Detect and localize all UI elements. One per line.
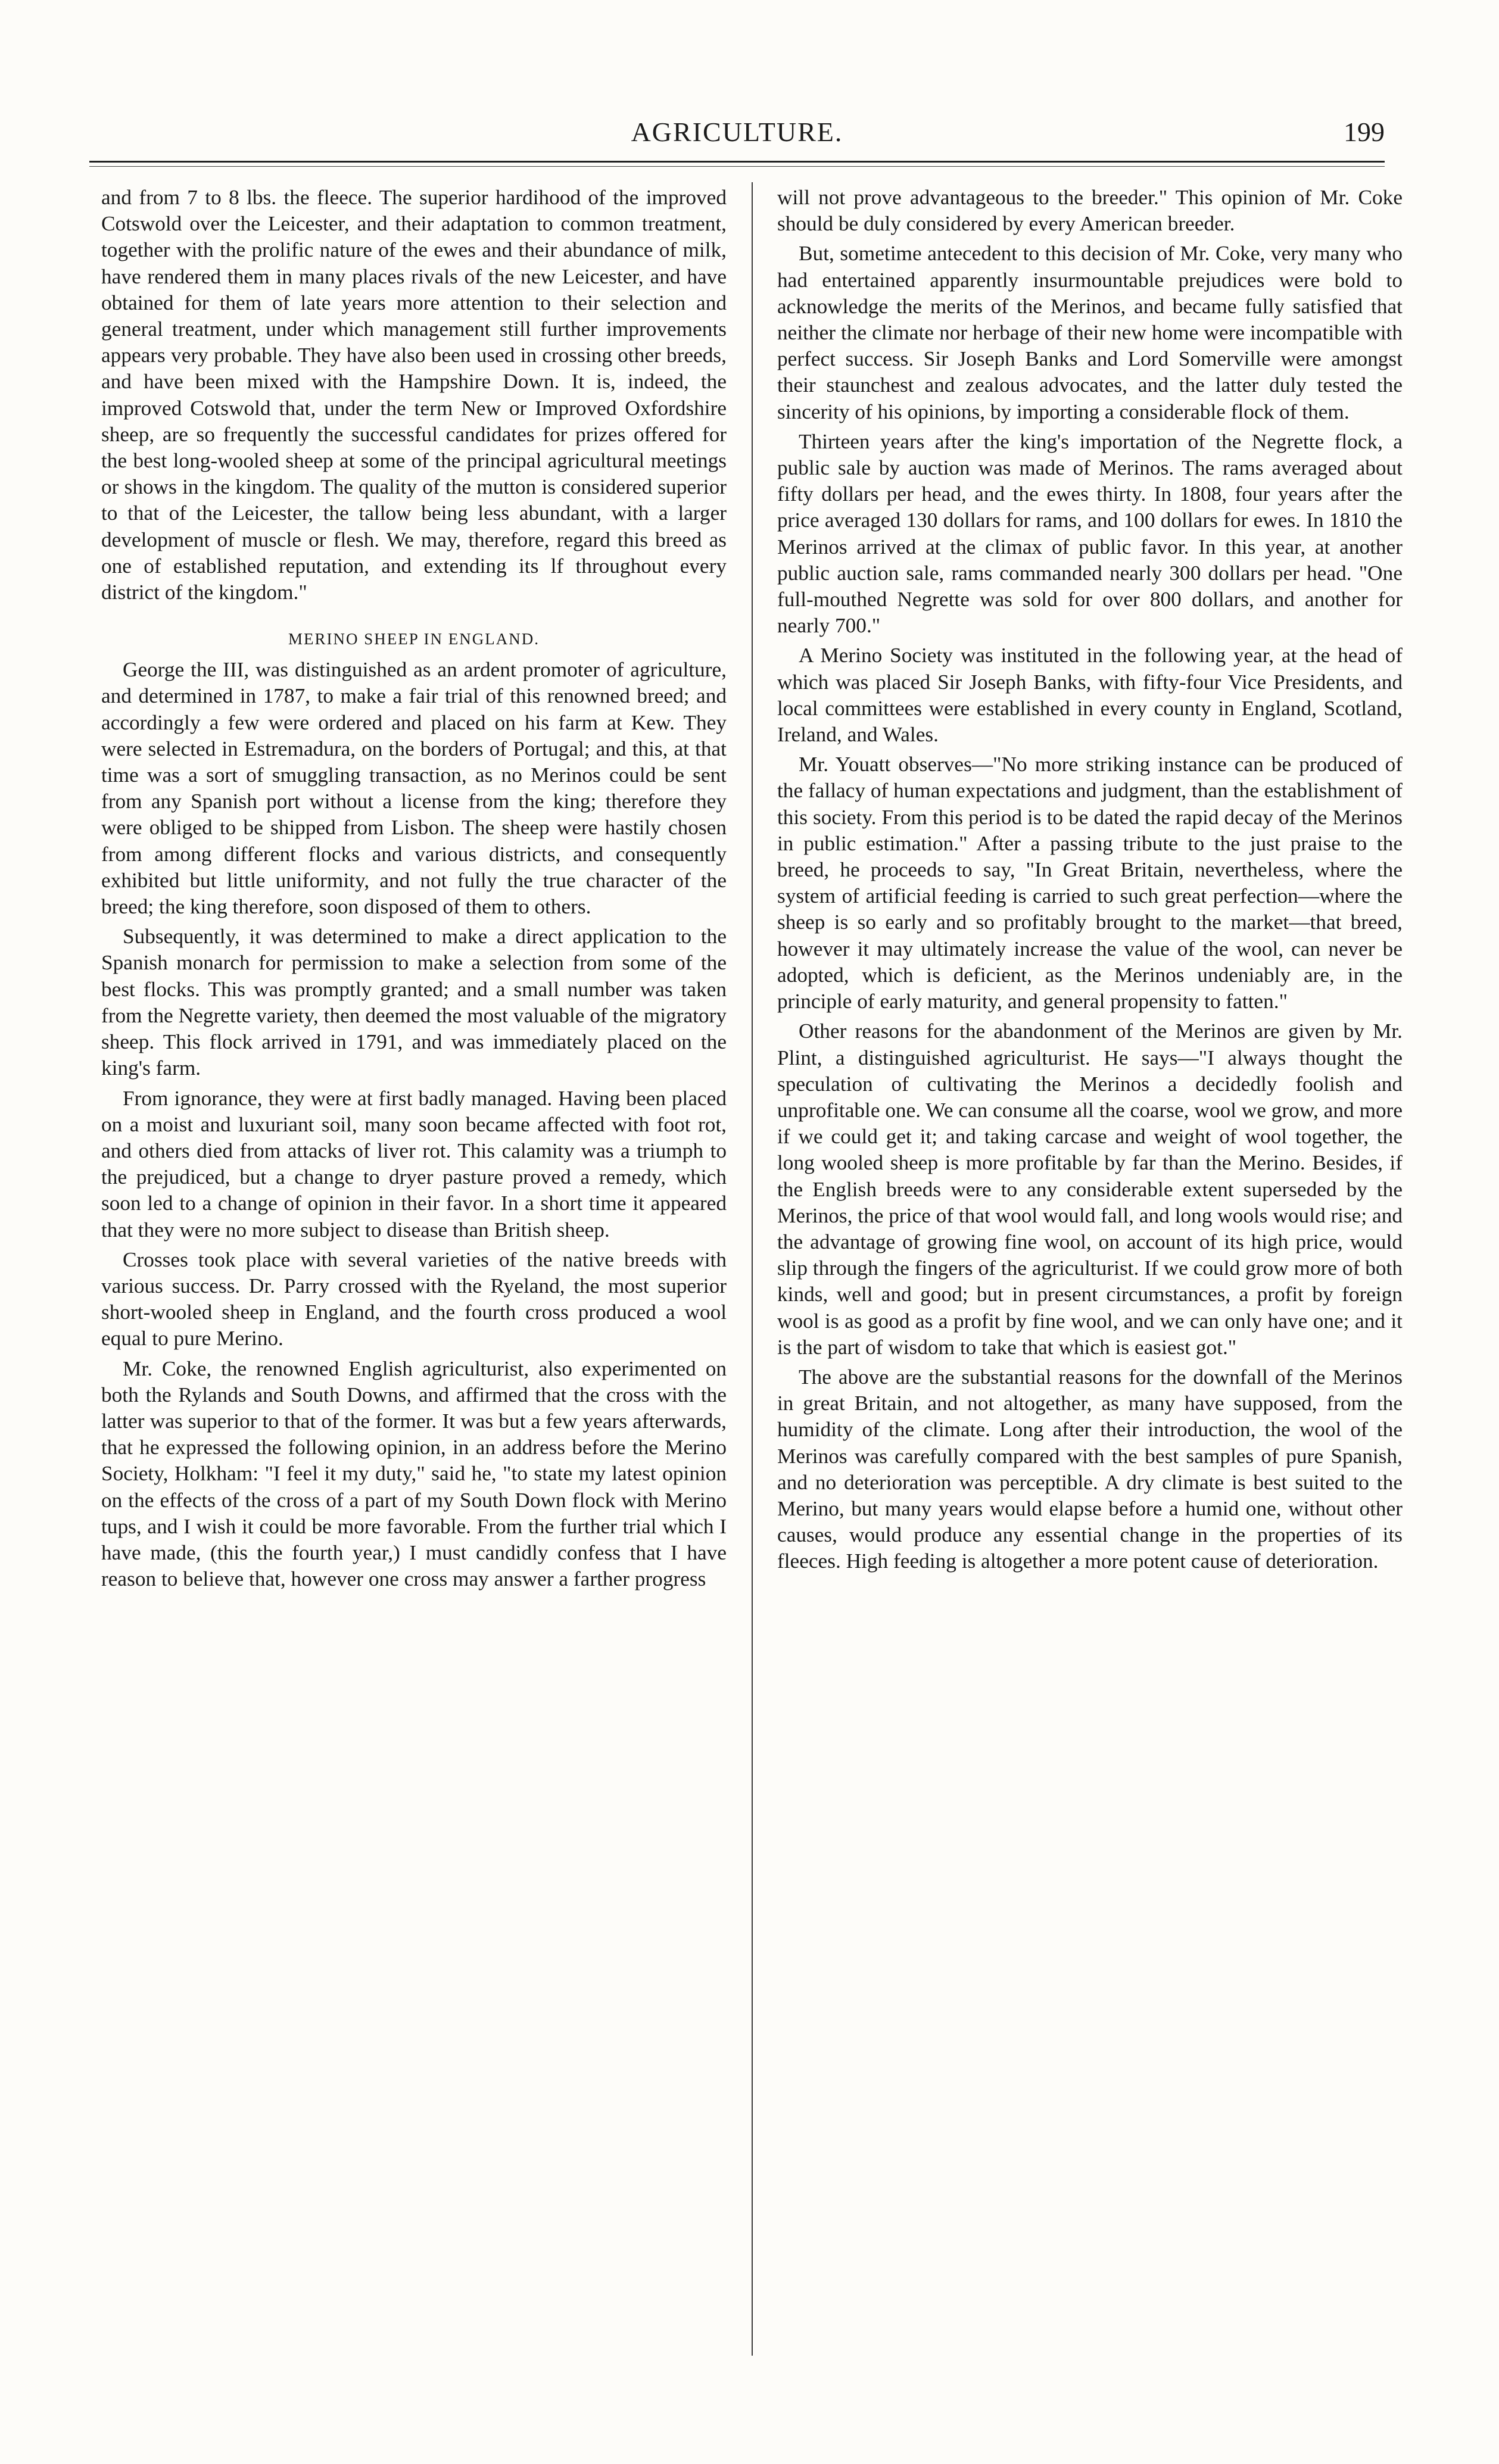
paragraph: Mr. Coke, the renowned English agriculturist, also experimented on both the Rylands and South Downs, and affirmed that the cross with the latter was superior to that of the former. It was but a few years afterwards, that he expressed the following opinion, in an address before the Merino Society, Holkham: "I feel it my duty," said he, "to state my latest opinion on the effects of the cross of a part of my South Down flock with Merino tups, and I wish it could be more favorable. From the further trial which I have made, (this the fourth year,) I must candidly confess that I have reason to believe that, however one cross may answer a farther progress: [101, 1356, 727, 1591]
header-rule-thin: [89, 166, 1385, 167]
left-column: [101, 185, 727, 2400]
paragraph: and from 7 to 8 lbs. the fleece. The superior hardihood of the improved Cotswold over the Leicester, and their adaptation to common treatment, together with the prolific nature of the ewes and their abundance of milk, have rendered them in many places rivals of the new Leicester, and have obtained for them of late years more attention to their selection and general treatment, under which management still further improvements appears very probable. They have also been used in crossing other breeds, and have been mixed with the Hampshire Down. It is, indeed, the improved Cotswold that, under the term New or Improved Oxfordshire sheep, are so frequently the successful candidates for prizes offered for the best long-wooled sheep at some of the principal agricultural meetings or shows in the kingdom. The quality of the mutton is considered superior to that of the Leicester, the tallow being less abundant, with a larger development of muscle or flesh. We may, therefore, regard this breed as one of established reputation, and extending its lf throughout every district of the kingdom.": [101, 186, 727, 604]
paragraph: George the III, was distinguished as an ardent promoter of agriculture, and determined in 1787, to make a fair trial of this renowned breed; and accordingly a few were ordered and placed on his farm at Kew. They were selected in Estremadura, on the borders of Portugal; and this, at that time was a sort of smuggling transaction, as no Merinos could be sent from any Spanish port without a license from the king; therefore they were obliged to be shipped from Lisbon. The sheep were hastily chosen from among different flocks and various districts, and consequently exhibited but little uniformity, and not fully the true character of the breed; the king therefore, soon disposed of them to others.: [101, 658, 727, 919]
page-number: 199: [1344, 117, 1385, 147]
column-divider: [752, 182, 753, 2356]
paragraph: Thirteen years after the king's importation of the Negrette flock, a public sale by auction was made of Merinos. The rams averaged about fifty dollars per head, and the ewes thirty. In 1808, four years after the price averaged 130 dollars for rams, and 100 dollars for ewes. In 1810 the Merinos arrived at the climax of public favor. In this year, at another public auction sale, rams commanded nearly 300 dollars per head. "One full-mouthed Negrette was sold for over 800 dollars, and another for nearly 700.": [777, 429, 1403, 638]
section-heading: MERINO SHEEP IN ENGLAND.: [288, 630, 540, 648]
page-header: [89, 117, 1385, 154]
paragraph: will not prove advantageous to the breeder." This opinion of Mr. Coke should be duly considered by every American breeder.: [777, 186, 1403, 236]
right-column: [777, 185, 1403, 2400]
header-rule: [89, 161, 1385, 163]
paragraph: Subsequently, it was determined to make a direct application to the Spanish monarch for permission to make a selection from some of the best flocks. This was promptly granted; and a small number was taken from the Negrette variety, then deemed the most valuable of the migratory sheep. This flock arrived in 1791, and was immediately placed on the king's farm.: [101, 925, 727, 1080]
running-title: AGRICULTURE.: [631, 117, 843, 147]
paragraph: Other reasons for the abandonment of the Merinos are given by Mr. Plint, a distinguished agriculturist. He says—"I always thought the speculation of cultivating the Merinos a decidedly foolish and unprofitable one. We can consume all the coarse, wool we grow, and more if we could get it; and taking carcase and weight of wool together, the long wooled sheep is more profitable by far than the Merino. Besides, if the English breeds were to any considerable extent superseded by the Merinos, the price of that wool would fall, and long wools would rise; and the advantage of growing fine wool, on account of its high price, would slip through the fingers of the agriculturist. If we could grow more of both kinds, well and good; but in present circumstances, a profit by foreign wool is as good as a profit by fine wool, and we can only have one; and it is the part of wisdom to take that which is easiest got.": [777, 1019, 1403, 1359]
paragraph: A Merino Society was instituted in the following year, at the head of which was placed Sir Joseph Banks, with fifty-four Vice Presidents, and local committees were established in every county in England, Scotland, Ireland, and Wales.: [777, 644, 1403, 747]
paragraph: But, sometime antecedent to this decision of Mr. Coke, very many who had entertained apparently insurmountable prejudices were bold to acknowledge the merits of the Merinos, and became fully satisfied that neither the climate nor herbage of their new home were incompatible with perfect success. Sir Joseph Banks and Lord Somerville were amongst their staunchest and zealous advocates, and the latter duly tested the sincerity of his opinions, by importing a considerable flock of them.: [777, 242, 1403, 423]
paragraph: The above are the substantial reasons for the downfall of the Merinos in great Britain, and not altogether, as many have supposed, from the humidity of the climate. Long after their introduction, the wool of the Merinos was carefully compared with the best samples of pure Spanish, and no deterioration was perceptible. A dry climate is best suited to the Merino, but many years would elapse before a humid one, without other causes, would produce any essential change in the properties of its fleeces. High feeding is altogether a more potent cause of deterioration.: [777, 1365, 1403, 1573]
paragraph: From ignorance, they were at first badly managed. Having been placed on a moist and luxuriant soil, many soon became affected with foot rot, and others died from attacks of liver rot. This calamity was a triumph to the prejudiced, but a change to dryer pasture proved a remedy, which soon led to a change of opinion in their favor. In a short time it appeared that they were no more subject to disease than British sheep.: [101, 1086, 727, 1242]
paragraph: Crosses took place with several varieties of the native breeds with various success. Dr. Parry crossed with the Ryeland, the most superior short-wooled sheep in England, and the fourth cross produced a wool equal to pure Merino.: [101, 1247, 727, 1350]
paragraph: Mr. Youatt observes—"No more striking instance can be produced of the fallacy of human expectations and judgment, than the establishment of this society. From this period is to be dated the rapid decay of the Merinos in public estimation." After a passing tribute to the just praise to the breed, he proceeds to say, "In Great Britain, nevertheless, where the system of artificial feeding is carried to such great perfection—where the sheep is so early and so profitably brought to the market—that breed, however it may ultimately increase the value of the wool, can never be adopted, which is deficient, as the Merinos undeniably are, in the principle of early maturity, and general propensity to fatten.": [777, 753, 1403, 1013]
